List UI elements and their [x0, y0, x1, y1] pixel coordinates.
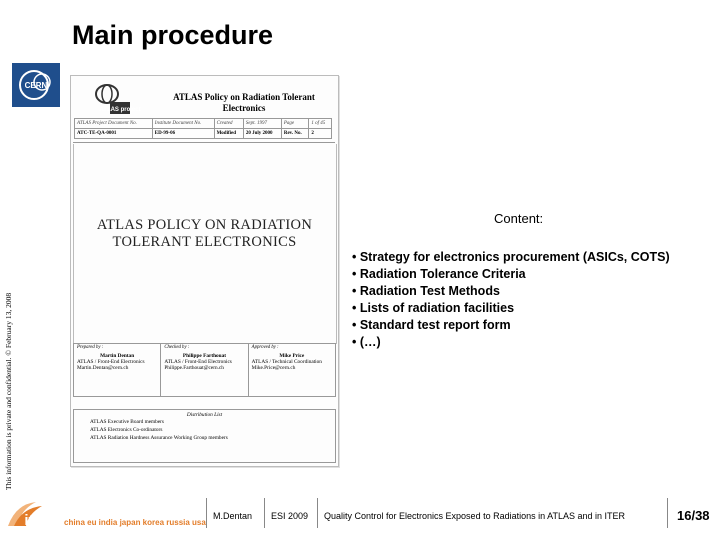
meta-header-cell: Page	[281, 119, 308, 129]
meta-value-cell: Modified	[214, 129, 243, 139]
distribution-item: ATLAS Executive Board members	[90, 419, 164, 425]
signature-label: Prepared by :	[77, 345, 104, 350]
cern-logo	[12, 63, 60, 107]
meta-value-cell: ED-99-06	[152, 129, 214, 139]
footer-divider	[264, 498, 265, 528]
footer-divider	[317, 498, 318, 528]
content-bullet-item: • Lists of radiation facilities	[352, 301, 515, 315]
meta-header-cell: Institute Document No.	[152, 119, 214, 129]
meta-value-cell: Rev. No.	[281, 129, 308, 139]
signature-cell	[74, 344, 161, 397]
content-bullet-item: • Standard test report form	[352, 318, 511, 332]
signature-role: ATLAS / Front-End Electronics	[77, 359, 145, 365]
cern-logo-text: CERN	[24, 81, 48, 90]
distribution-item: ATLAS Radiation Hardness Assurance Working Group members	[90, 435, 228, 441]
signature-role: ATLAS / Front-End Electronics	[164, 359, 232, 365]
document-main-title-line2: TOLERANT ELECTRONICS	[112, 234, 297, 250]
footer-event: ESI 2009	[271, 511, 309, 521]
iter-logo	[6, 498, 66, 528]
confidentiality-note: This information is private and confidential. © February 13, 2008	[4, 292, 13, 490]
meta-header-cell: 1 of 45	[309, 119, 332, 129]
meta-value-cell: 20 July 2000	[243, 129, 281, 139]
iter-members: china eu india japan korea russia usa	[64, 518, 206, 527]
document-header-title	[169, 92, 319, 114]
signature-role: ATLAS / Technical Coordination	[251, 359, 322, 365]
content-bullet-item: • Radiation Test Methods	[352, 284, 500, 298]
content-bullet-list	[352, 249, 670, 351]
meta-header-cell: Sept. 1997	[243, 119, 281, 129]
distribution-title: Distribution List	[186, 412, 223, 418]
meta-value-cell: ATC-TE-QA-0001	[75, 129, 153, 139]
signature-email: Mike.Price@cern.ch	[251, 365, 296, 371]
distribution-list	[73, 409, 336, 463]
signature-email: Philippe.Farthouat@cern.ch	[164, 365, 224, 371]
signature-label: Approved by :	[251, 345, 279, 350]
signature-name: Martin Dentan	[100, 353, 135, 359]
document-header-line2: Electronics	[222, 103, 266, 113]
footer-author: M.Dentan	[213, 511, 253, 521]
footer-talk-title: Quality Control for Electronics Exposed to Radiations in ATLAS and in ITER	[324, 511, 625, 521]
content-bullet-item: • (…)	[352, 335, 381, 349]
atlas-logo-text: ATLAS project	[99, 107, 141, 113]
document-header-line1: ATLAS Policy on Radiation Tolerant	[173, 92, 315, 102]
signature-cell	[161, 344, 248, 397]
document-main-title	[71, 217, 338, 251]
document-main-title-line1: ATLAS POLICY ON RADIATION	[96, 217, 313, 233]
content-heading: Content:	[494, 211, 544, 226]
signature-label: Checked by :	[164, 345, 190, 350]
policy-document-image	[70, 75, 339, 467]
meta-header-cell: ATLAS Project Document No.	[75, 119, 153, 129]
signature-name: Mike Price	[279, 353, 305, 359]
document-divider	[73, 142, 335, 143]
slide-title: Main procedure	[72, 20, 274, 50]
distribution-item: ATLAS Electronics Co-ordinators	[90, 427, 163, 433]
meta-value-cell: 2	[309, 129, 332, 139]
signature-email: Martin.Dentan@cern.ch	[77, 365, 129, 371]
footer-divider	[206, 498, 207, 528]
footer-divider	[667, 498, 668, 528]
page-number: 16/38	[677, 508, 710, 523]
signature-cell	[248, 344, 335, 397]
content-bullet-item: • Strategy for electronics procurement (ASICs, COTS)	[352, 250, 670, 264]
iter-logo-text: iter	[24, 512, 48, 529]
signature-table	[73, 343, 336, 397]
signature-name: Philippe Farthouat	[182, 353, 227, 359]
meta-header-cell: Created	[214, 119, 243, 129]
content-bullet-item: • Radiation Tolerance Criteria	[352, 267, 526, 281]
document-meta-table	[74, 118, 332, 139]
